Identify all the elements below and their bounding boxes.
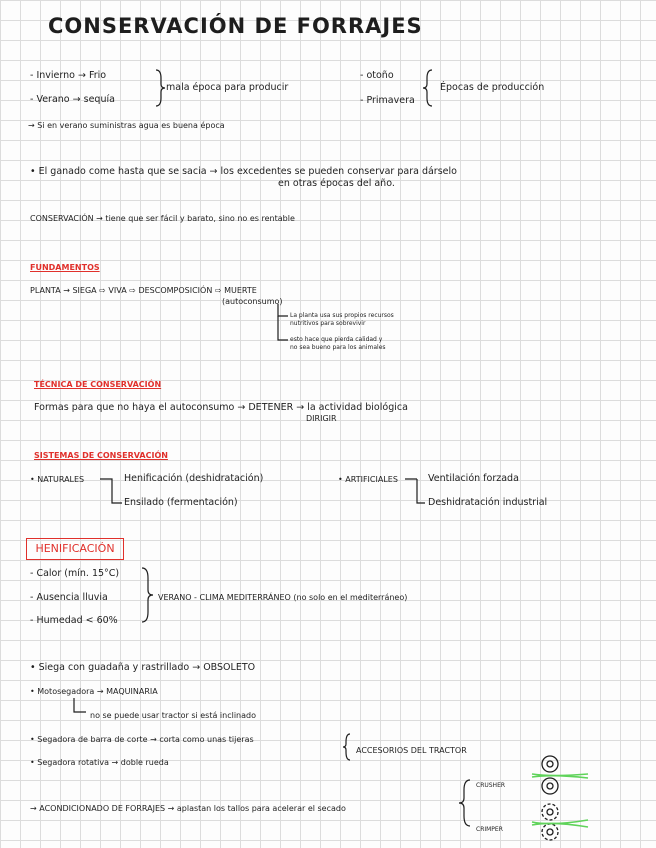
ausencia-line: - Ausencia lluvia xyxy=(30,592,108,603)
connector-motosegadora xyxy=(74,698,86,712)
fundamentos-sub-1b: nutritivos para sobrevivir xyxy=(290,320,366,327)
ganado-line-2: en otras épocas del año. xyxy=(278,178,395,189)
ensilado-item: Ensilado (fermentación) xyxy=(124,497,238,508)
motosegadora-line: • Motosegadora → MAQUINARIA xyxy=(30,687,158,696)
connector-sub1 xyxy=(278,304,288,316)
crimper-label: CRIMPER xyxy=(476,826,503,833)
rotativa-line: • Segadora rotativa → doble rueda xyxy=(30,758,169,767)
tecnica-line: Formas para que no haya el autoconsumo → DETENER → la actividad biológica xyxy=(34,402,408,413)
connector-naturales xyxy=(100,479,122,503)
dirigir-label: DIRIGIR xyxy=(306,414,337,423)
verano-note: → Si en verano suministras agua es buena época xyxy=(28,121,225,130)
page-title: CONSERVACIÓN DE FORRAJES xyxy=(48,14,423,38)
humedad-line: - Humedad < 60% xyxy=(30,615,118,626)
crimper-roller-top-icon xyxy=(542,804,558,820)
fundamentos-flow: PLANTA → SIEGA ⇨ VIVA ⇨ DESCOMPOSICIÓN ⇨ MUERTE xyxy=(30,286,257,295)
motosegadora-note: no se puede usar tractor si está inclinado xyxy=(90,711,257,720)
fundamentos-sub-2a: esto hace que pierda calidad y xyxy=(290,336,383,343)
autoconsumo-label: (autoconsumo) xyxy=(222,297,283,306)
crusher-roller-top-icon xyxy=(542,756,558,772)
fundamentos-sub-2b: no sea bueno para los animales xyxy=(290,344,386,351)
brace-epocas xyxy=(423,70,432,106)
crusher-label: CRUSHER xyxy=(476,782,506,789)
invierno-line: - Invierno → Frio xyxy=(30,70,107,81)
barra-line: • Segadora de barra de corte → corta como unas tijeras xyxy=(30,735,254,744)
tecnica-heading: TÉCNICA DE CONSERVACIÓN xyxy=(34,380,162,389)
acondicionado-line: → ACONDICIONADO DE FORRAJES → aplastan los tallos para acelerar el secado xyxy=(30,804,346,813)
siega-line: • Siega con guadaña y rastrillado → OBSOLETO xyxy=(30,662,256,673)
verano-line: - Verano → sequía xyxy=(30,94,115,105)
accesorios-label: ACCESORIOS DEL TRACTOR xyxy=(356,746,467,755)
crimper-roller-bottom-icon xyxy=(542,824,558,840)
brace-accesorios xyxy=(343,734,350,760)
deshidratacion-item: Deshidratación industrial xyxy=(428,497,548,508)
brace-henificacion xyxy=(142,568,153,622)
brace-mala-epoca xyxy=(156,70,165,106)
ganado-line-1: • El ganado come hasta que se sacia → los excedentes se pueden conservar para dárselo xyxy=(30,166,457,177)
verano-clima: VERANO - CLIMA MEDITERRÁNEO (no solo en el mediterráneo) xyxy=(158,593,408,602)
connector-sub2 xyxy=(278,316,288,340)
conservacion-line: CONSERVACIÓN → tiene que ser fácil y barato, sino no es rentable xyxy=(30,214,295,223)
naturales-label: • NATURALES xyxy=(30,475,85,484)
fundamentos-sub-1a: La planta usa sus propios recursos xyxy=(290,312,394,319)
primavera-line: - Primavera xyxy=(360,95,415,106)
calor-line: - Calor (mín. 15°C) xyxy=(30,568,120,579)
fundamentos-heading: FUNDAMENTOS xyxy=(30,263,100,272)
henificacion-item: Henificación (deshidratación) xyxy=(124,473,264,484)
crusher-roller-bottom-icon xyxy=(542,778,558,794)
henificacion-heading: HENIFICACIÓN xyxy=(26,538,124,560)
forage-stems-icon xyxy=(532,774,588,827)
artificiales-label: • ARTIFICIALES xyxy=(338,475,398,484)
otono-line: - otoño xyxy=(360,70,394,81)
connector-artificiales xyxy=(405,479,425,503)
brace-acondicionado xyxy=(459,780,470,826)
epocas-label: Épocas de producción xyxy=(440,82,545,93)
mala-epoca-label: mala época para producir xyxy=(166,82,289,93)
ventilacion-item: Ventilación forzada xyxy=(428,473,519,484)
sistemas-heading: SISTEMAS DE CONSERVACIÓN xyxy=(34,451,168,460)
